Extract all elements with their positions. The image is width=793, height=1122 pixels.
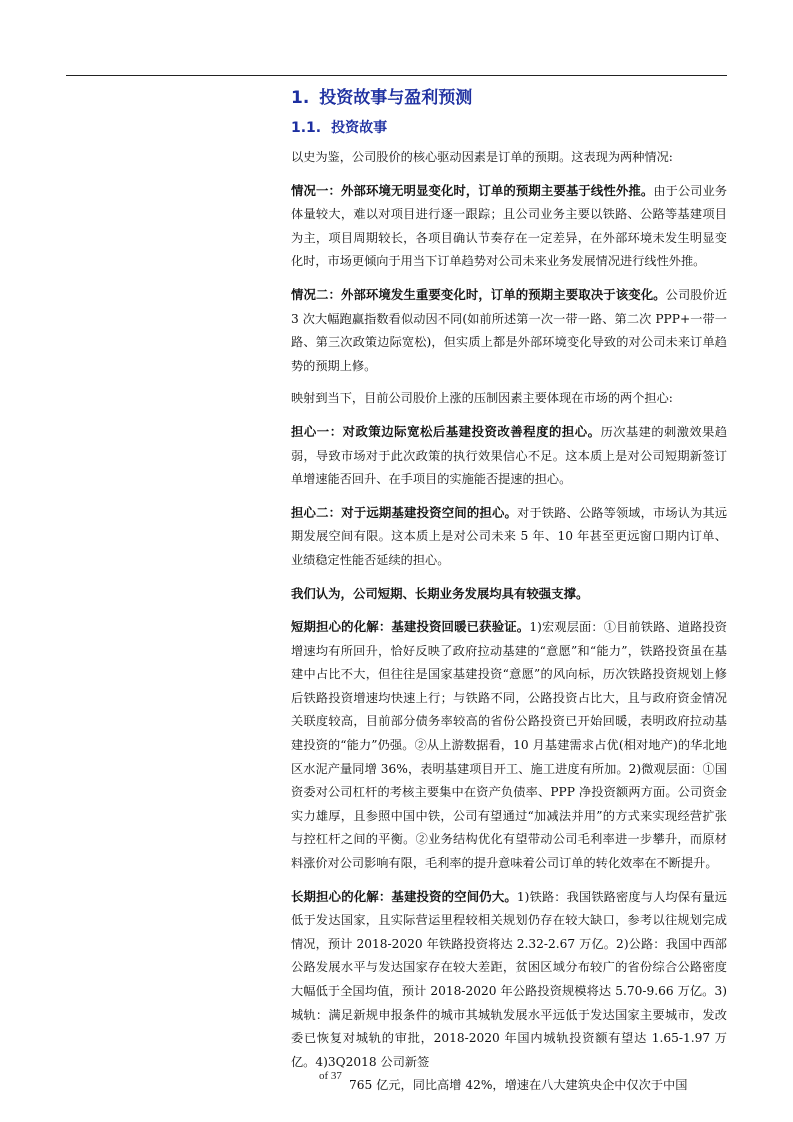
- worry1-body: 历次基建的刺激效果趋弱，导致市场对于此次政策的执行效果信心不足。这本质上是对公司短期新签订单增速能否回升、在手项目的实施能否提速的担心。: [291, 424, 728, 487]
- subsection-heading: [291, 116, 727, 140]
- long-term-lead: 长期担心的化解：基建投资的空间仍大。: [291, 888, 517, 904]
- long-term-body: 1)铁路：我国铁路密度与人均保有量远低于发达国家，且实际营运里程较相关规划仍存在较大缺口，参考以往规划完成情况，预计 2018-2020 年铁路投资将达 2.32-2.67 万亿。2)公路：我国中西部公路发展水平与发达国家存在较大差距，贫困区域分布较广的省份综合公路密度大幅低于全国均值，预计 2018-2020 年公路投资规模将达 5.70-9.66 万亿。3)城轨：满足新规申报条件的城市其城轨发展水平远低于发达国家主要城市，发改委已恢复对城轨的审批，2018-2020 年国内城轨投资额有望达 1.65-1.97 万亿。4)3Q2018 公司新签: [291, 889, 727, 1069]
- conclusion-text: 我们认为，公司短期、长期业务发展均具有较强支撑。: [291, 585, 589, 601]
- case2-lead: 情况二：外部环境发生重要变化时，订单的预期主要取决于该变化。: [291, 286, 666, 302]
- header-rule: [66, 75, 727, 76]
- section-heading: [291, 84, 727, 112]
- long-term-continuation: 765 亿元，同比高增 42%，增速在八大建筑央企中仅次于中国: [349, 1078, 688, 1093]
- worry2-paragraph: [291, 501, 727, 573]
- short-term-paragraph: [291, 615, 727, 876]
- worry1-lead: 担心一：对政策边际宽松后基建投资改善程度的担心。: [291, 423, 601, 439]
- mapping-paragraph: 映射到当下，目前公司股价上涨的压制因素主要体现在市场的两个担心:: [291, 391, 673, 406]
- section-title: 投资故事与盈利预测: [319, 88, 473, 108]
- conclusion-paragraph: [291, 582, 727, 607]
- worry2-body: 对于铁路、公路等领域，市场认为其远期发展空间有限。这本质上是对公司未来 5 年、10 年甚至更远窗口期内订单、业绩稳定性能否延续的担心。: [291, 505, 728, 567]
- document-body: [291, 84, 727, 1098]
- intro-paragraph: 以史为鉴，公司股价的核心驱动因素是订单的预期。这表现为两种情况:: [291, 150, 673, 164]
- subsection-title: 投资故事: [331, 120, 388, 136]
- case1-body: 由于公司业务体量较大，难以对项目进行逐一跟踪；且公司业务主要以铁路、公路等基建项目为主，项目周期较长，各项目确认节奏存在一定差异，在外部环境未发生明显变化时，市场更倾向于用当下订单趋势对公司未来业务发展情况进行线性外推。: [291, 183, 728, 269]
- worry1-paragraph: [291, 420, 727, 492]
- section-number: 1.: [291, 88, 310, 108]
- case1-lead: 情况一：外部环境无明显变化时，订单的预期主要基于线性外推。: [291, 182, 654, 198]
- subsection-number: 1.1.: [291, 120, 322, 136]
- case2-body: 公司股价近 3 次大幅跑赢指数看似动因不同(如前所述第一次一带一路、第二次 PPP+一带一路、第三次政策边际宽松)，但实质上都是外部环境变化导致的对公司未来订单趋势的预期上修。: [291, 287, 728, 373]
- case2-paragraph: [291, 283, 727, 378]
- case1-paragraph: [291, 179, 727, 274]
- worry2-lead: 担心二：对于远期基建投资空间的担心。: [291, 504, 518, 520]
- short-term-lead: 短期担心的化解：基建投资回暖已获验证。: [291, 619, 530, 635]
- short-term-body: 1)宏观层面：①目前铁路、道路投资增速均有所回升，恰好反映了政府拉动基建的“意愿”和“能力”，铁路投资虽在基建中占比不大，但往往是国家基建投资“意愿”的风向标，历次铁路投资规划上修后铁路投资增速均快速上行；与铁路不同，公路投资占比大，且与政府资金情况关联度较高，目前部分债务率较高的省份公路投资已开始回暖，表明政府拉动基建投资的“能力”仍强。②从上游数据看，10 月基建需求占优(相对地产)的华北地区水泥产量同增 36%，表明基建项目开工、施工进度有所加。2)微观层面：①国资委对公司杠杆的考核主要集中在资产负债率、PPP 净投资额两方面。公司资金实力雄厚，且参照中国中铁，公司有望通过“加减法并用”的方式来实现经营扩张与控杠杆之间的平衡。②业务结构优化有望带动公司毛利率进一步攀升，而原材料涨价对公司影响有限，毛利率的提升意味着公司订单的转化效率在不断提升。: [291, 620, 727, 871]
- page-number: of 37: [319, 1070, 342, 1082]
- long-term-paragraph: [291, 885, 727, 1075]
